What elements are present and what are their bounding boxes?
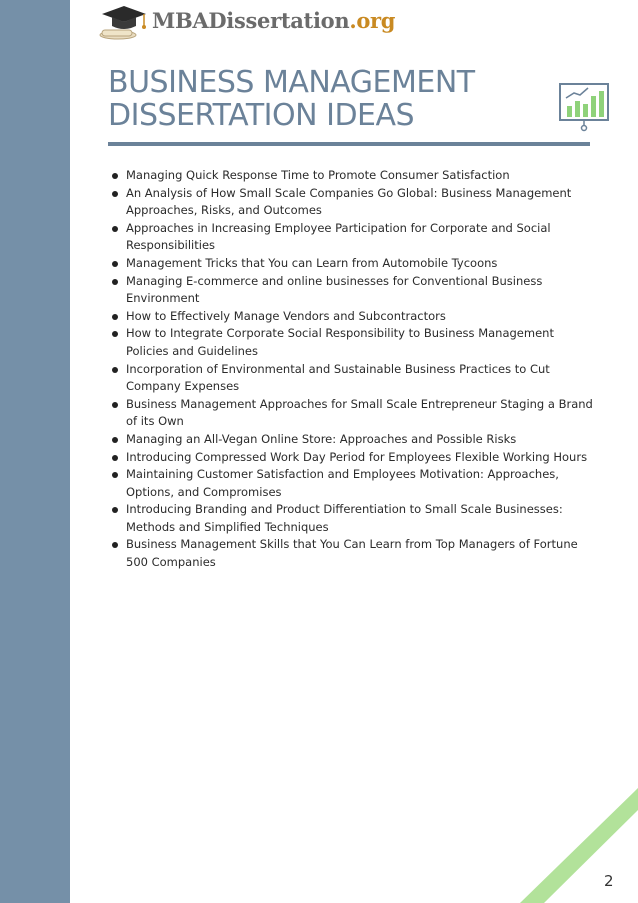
site-logo[interactable] — [96, 2, 396, 44]
chart-easel-icon — [558, 82, 610, 132]
list-item: How to Effectively Manage Vendors and Subcontractors — [108, 308, 598, 326]
page-title-line-1: BUSINESS MANAGEMENT — [108, 65, 475, 100]
dissertation-ideas-list — [108, 167, 598, 572]
page-title-line-2: DISSERTATION IDEAS — [108, 98, 415, 133]
page-number: 2 — [604, 872, 614, 890]
list-item: Managing E-commerce and online businesses for Conventional Business Environment — [108, 273, 598, 308]
corner-stripe-decoration — [520, 788, 638, 903]
list-item: An Analysis of How Small Scale Companies Go Global: Business Management Approaches, Risks, and Outcomes — [108, 185, 598, 220]
list-item: Incorporation of Environmental and Sustainable Business Practices to Cut Company Expenses — [108, 361, 598, 396]
list-item: Business Management Approaches for Small Scale Entrepreneur Staging a Brand of its Own — [108, 396, 598, 431]
list-item: Introducing Compressed Work Day Period for Employees Flexible Working Hours — [108, 449, 598, 467]
list-item: Management Tricks that You can Learn from Automobile Tycoons — [108, 255, 598, 273]
logo-text — [152, 8, 395, 34]
graduation-cap-icon — [96, 2, 152, 44]
list-item: Managing Quick Response Time to Promote Consumer Satisfaction — [108, 167, 598, 185]
list-item: Business Management Skills that You Can Learn from Top Managers of Fortune 500 Companies — [108, 536, 598, 571]
list-item: How to Integrate Corporate Social Responsibility to Business Management Policies and Guidelines — [108, 325, 598, 360]
title-divider — [108, 142, 590, 146]
list-item: Managing an All-Vegan Online Store: Approaches and Possible Risks — [108, 431, 598, 449]
logo-main-text: MBADissertation — [152, 8, 350, 33]
sidebar-stripe — [0, 0, 70, 903]
logo-ext-text: .org — [349, 8, 396, 33]
page-title — [108, 66, 548, 132]
list-item: Maintaining Customer Satisfaction and Employees Motivation: Approaches, Options, and Compromises — [108, 466, 598, 501]
list-item: Approaches in Increasing Employee Participation for Corporate and Social Responsibilities — [108, 220, 598, 255]
list-item: Introducing Branding and Product Differentiation to Small Scale Businesses: Methods and Simplified Techniques — [108, 501, 598, 536]
